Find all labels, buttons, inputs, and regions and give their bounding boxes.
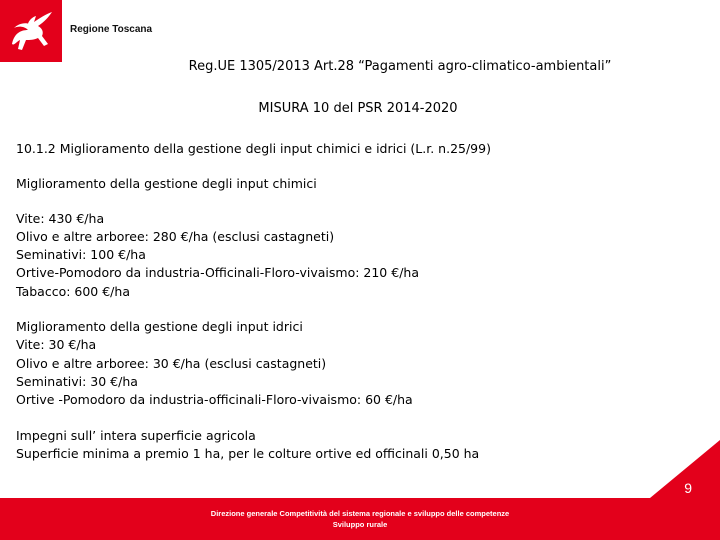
regione-toscana-logo bbox=[0, 0, 62, 62]
commitment-line: Superficie minima a premio 1 ha, per le colture ortive ed officinali 0,50 ha bbox=[16, 445, 480, 461]
header bbox=[0, 0, 720, 62]
chemical-item: Tabacco: 600 €/ha bbox=[16, 283, 130, 299]
pegasus-icon bbox=[4, 4, 58, 58]
chemical-item: Seminativi: 100 €/ha bbox=[16, 247, 146, 263]
footer-bar bbox=[0, 498, 720, 540]
commitment-line: Impegni sull’ intera superficie agricola bbox=[16, 427, 256, 443]
regulation-title: Reg.UE 1305/2013 Art.28 “Pagamenti agro-climatico-ambientali” bbox=[188, 59, 612, 74]
footer-section: Sviluppo rurale bbox=[332, 520, 388, 529]
content bbox=[16, 140, 706, 463]
chemical-heading: Miglioramento della gestione degli input chimici bbox=[16, 176, 317, 192]
water-heading: Miglioramento della gestione degli input idrici bbox=[16, 319, 303, 335]
footer-department: Direzione generale Competitività del sistema regionale e sviluppo delle competenze bbox=[210, 509, 510, 518]
brand-name: Regione Toscana bbox=[70, 24, 153, 35]
chemical-item: Ortive-Pomodoro da industria-Officinali-Floro-vivaismo: 210 €/ha bbox=[16, 265, 419, 281]
page-number: 9 bbox=[684, 480, 692, 496]
water-item: Ortive -Pomodoro da industria-officinali-Floro-vivaismo: 60 €/ha bbox=[16, 392, 413, 408]
water-item: Seminativi: 30 €/ha bbox=[16, 373, 138, 389]
water-item: Vite: 30 €/ha bbox=[16, 337, 97, 353]
water-item: Olivo e altre arboree: 30 €/ha (esclusi castagneti) bbox=[16, 355, 327, 371]
submeasure-title: 10.1.2 Miglioramento della gestione degli input chimici e idrici (L.r. n.25/99) bbox=[16, 141, 491, 156]
chemical-item: Vite: 430 €/ha bbox=[16, 210, 105, 226]
measure-title: MISURA 10 del PSR 2014-2020 bbox=[258, 101, 458, 116]
chemical-item: Olivo e altre arboree: 280 €/ha (esclusi castagneti) bbox=[16, 228, 335, 244]
